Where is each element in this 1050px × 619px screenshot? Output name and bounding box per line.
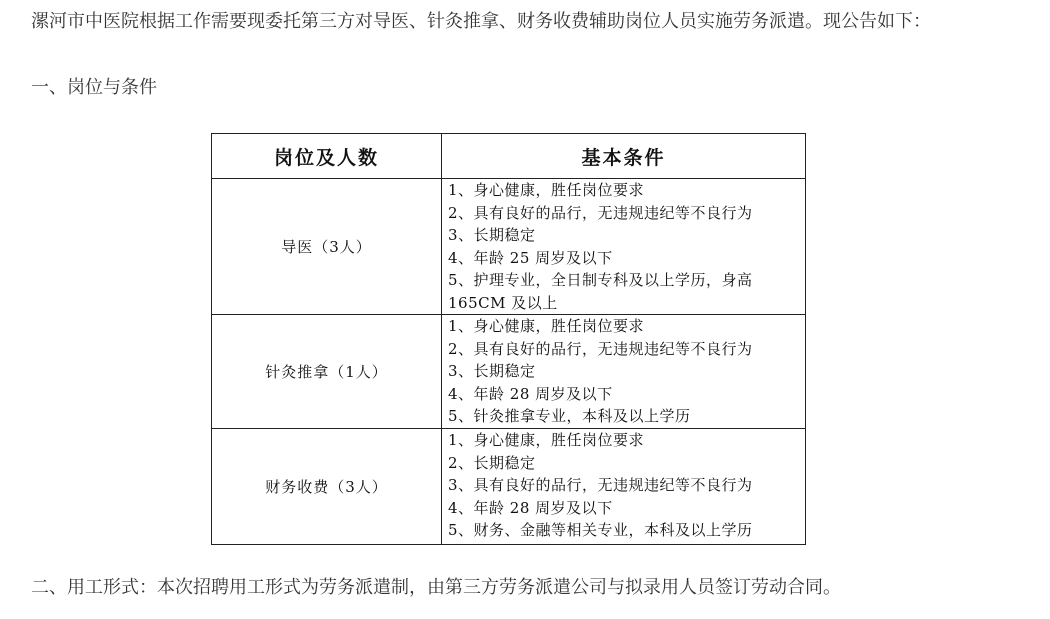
requirement-item: 3、长期稳定 [448, 362, 536, 380]
requirement-item: 5、财务、金融等相关专业，本科及以上学历 [448, 521, 753, 539]
requirement-item: 4、年龄 28 周岁及以下 [448, 384, 613, 403]
table-row [212, 179, 806, 315]
requirement-item: 4、年龄 25 周岁及以下 [448, 248, 613, 267]
position-cell: 财务收费（3人） [212, 429, 442, 545]
intro-paragraph: 漯河市中医院根据工作需要现委托第三方对导医、针灸推拿、财务收费辅助岗位人员实施劳务派遣。现公告如下： [31, 11, 931, 32]
requirement-item: 2、具有良好的品行，无违规违纪等不良行为 [448, 203, 753, 222]
header-position: 岗位及人数 [212, 134, 442, 179]
table-row [212, 429, 806, 545]
requirement-item: 2、具有良好的品行，无违规违纪等不良行为 [448, 339, 753, 358]
positions-table [211, 133, 806, 545]
requirement-item: 2、长期稳定 [448, 453, 536, 472]
requirement-item: 1、身心健康，胜任岗位要求 [448, 181, 645, 199]
header-requirements: 基本条件 [442, 134, 806, 179]
requirement-item: 4、年龄 28 周岁及以下 [448, 498, 613, 517]
requirements-cell [442, 179, 806, 315]
position-cell: 针灸推拿（1人） [212, 315, 442, 429]
table-header-row [212, 134, 806, 179]
requirement-item: 3、长期稳定 [448, 226, 536, 244]
requirement-item: 5、针灸推拿专业，本科及以上学历 [448, 407, 691, 425]
section-2-paragraph: 二、用工形式：本次招聘用工形式为劳务派遣制，由第三方劳务派遣公司与拟录用人员签订劳动合同。 [31, 577, 841, 598]
requirement-item: 1、身心健康，胜任岗位要求 [448, 317, 645, 335]
table-row [212, 315, 806, 429]
requirement-item: 3、具有良好的品行，无违规违纪等不良行为 [448, 476, 753, 494]
section-1-heading: 一、岗位与条件 [31, 77, 157, 98]
position-cell: 导医（3人） [212, 179, 442, 315]
requirements-cell [442, 315, 806, 429]
requirement-item: 5、护理专业，全日制专科及以上学历，身高 165CM 及以上 [448, 271, 753, 312]
requirements-cell [442, 429, 806, 545]
requirement-item: 1、身心健康，胜任岗位要求 [448, 431, 645, 449]
